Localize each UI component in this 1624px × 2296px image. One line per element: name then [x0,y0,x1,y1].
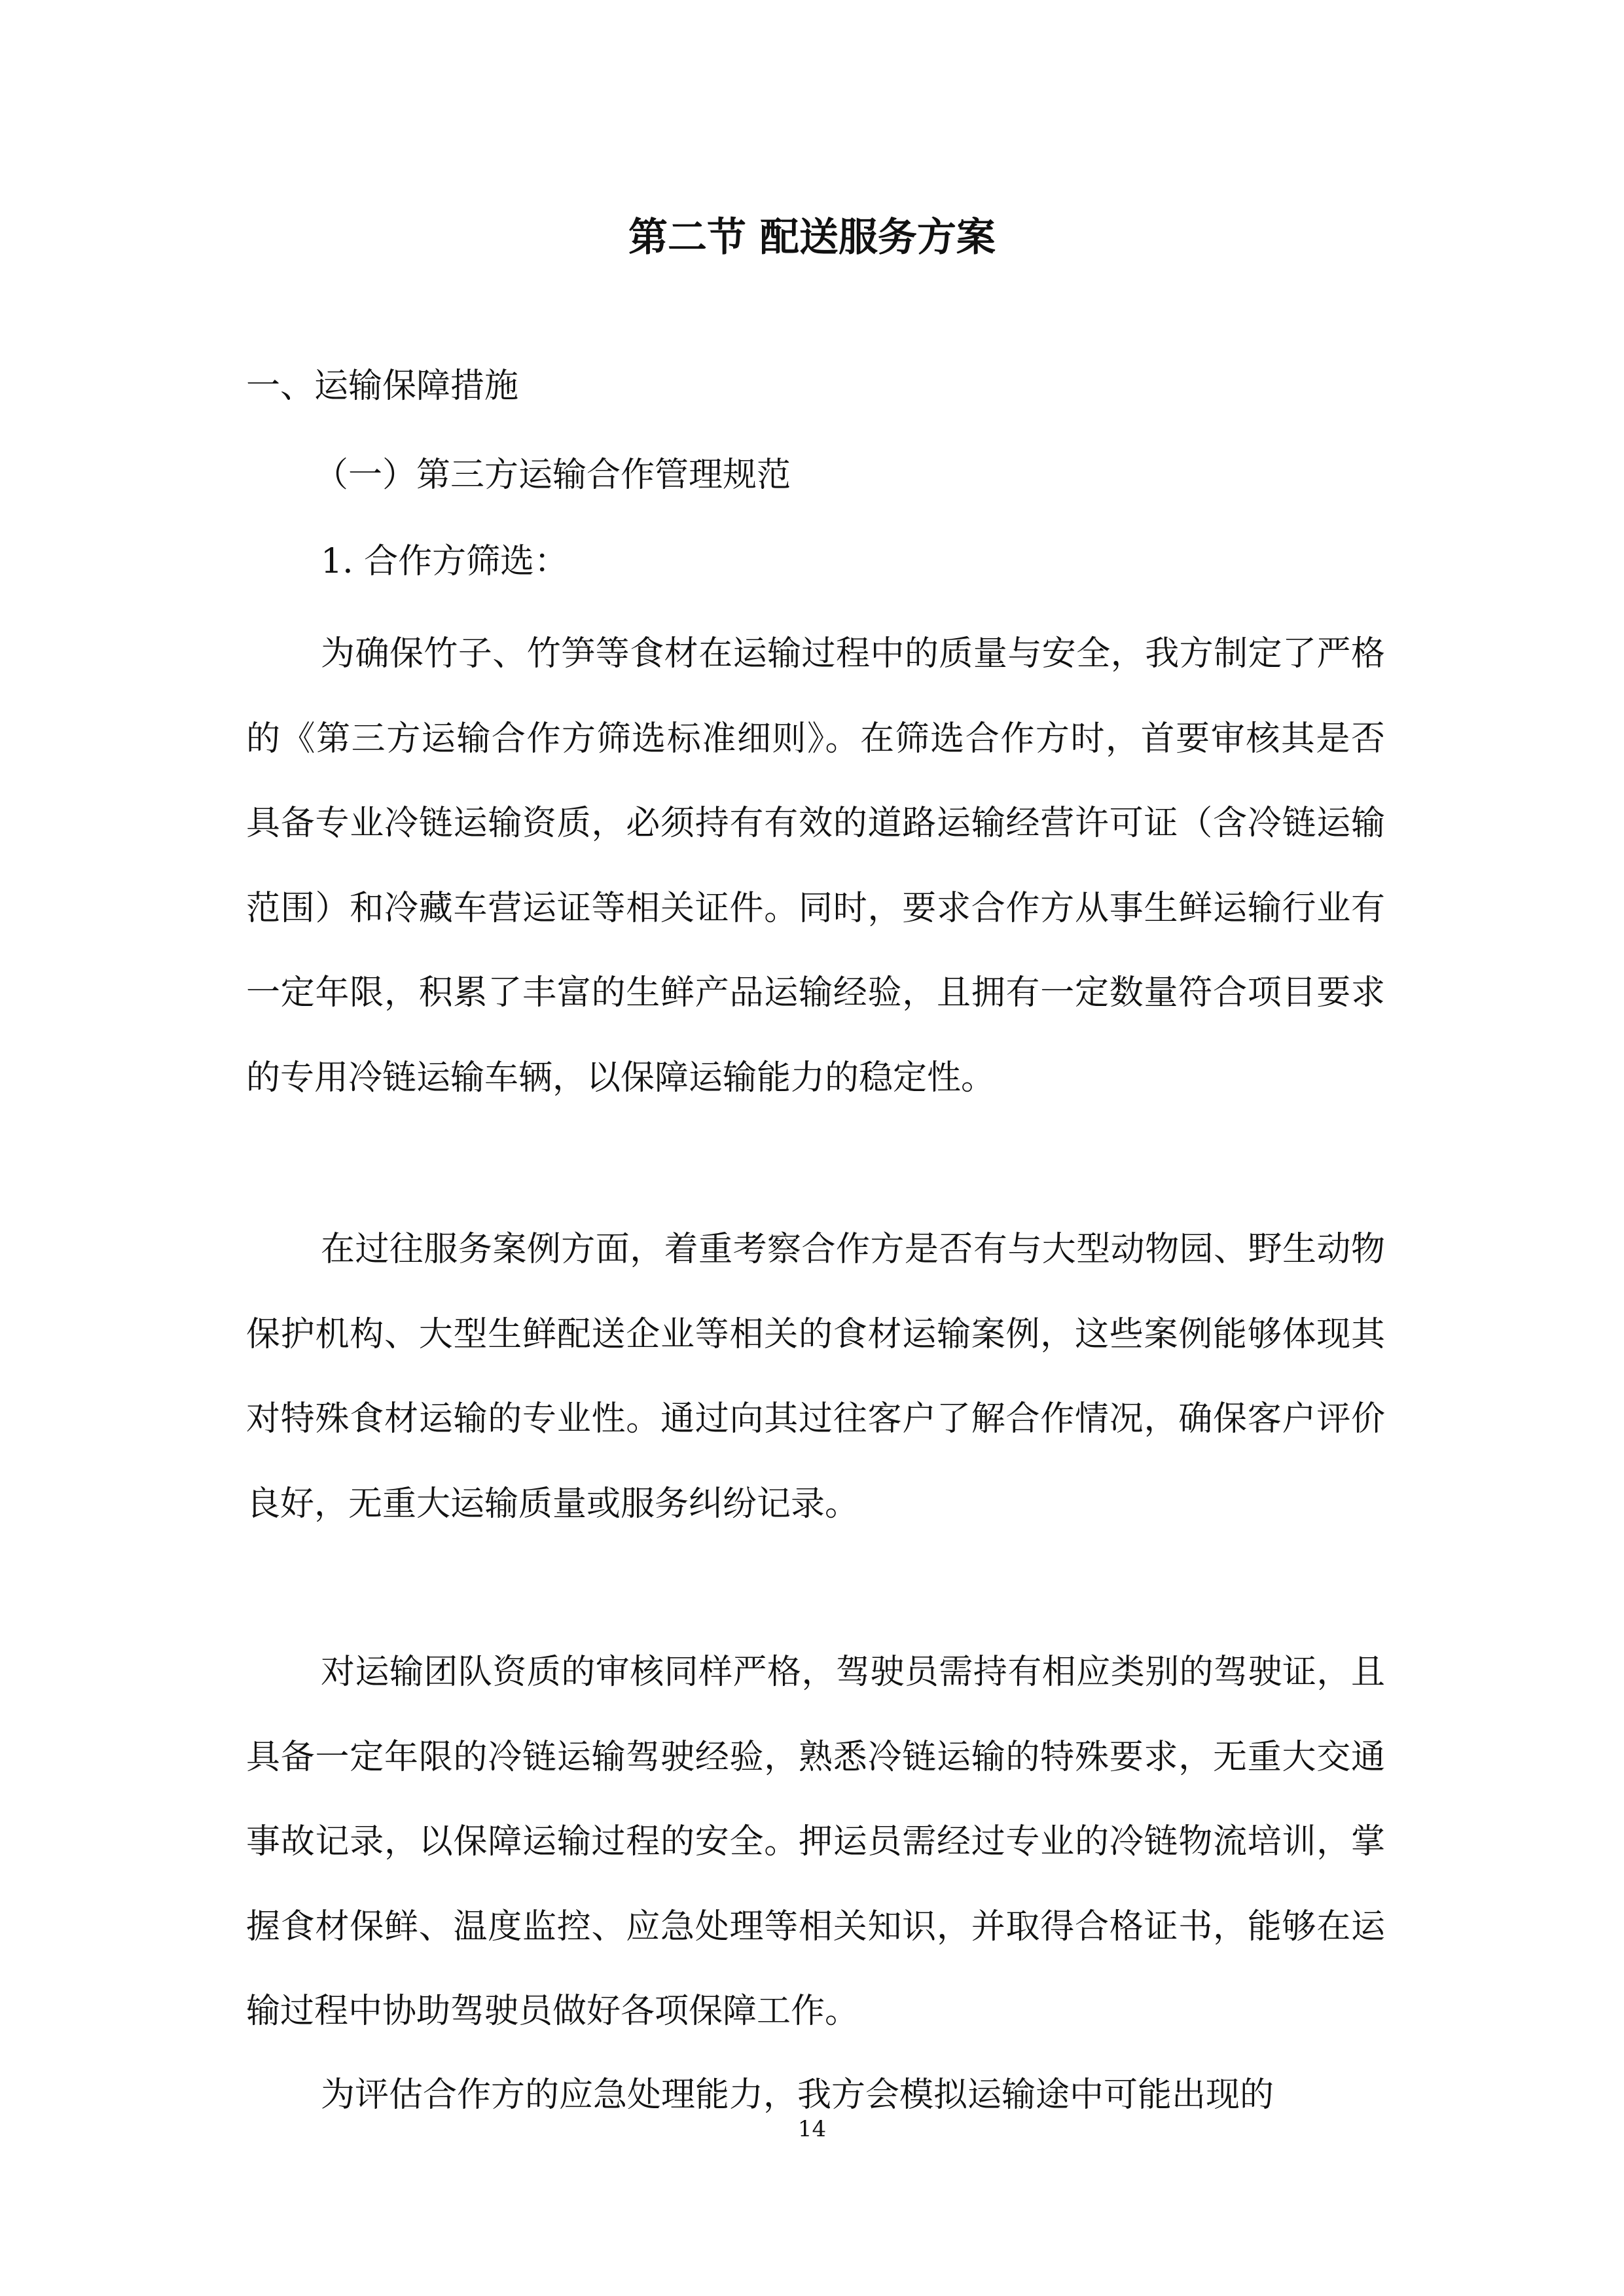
body-paragraph-1: 为确保竹子、竹笋等食材在运输过程中的质量与安全，我方制定了严格的《第三方运输合作方筛选标准细则》。在筛选合作方时，首要审核其是否具备专业冷链运输资质，必须持有有效的道路运输经营许可证（含冷链运输范围）和冷藏车营运证等相关证件。同时，要求合作方从事生鲜运输行业有一定年限，积累了丰富的生鲜产品运输经验，且拥有一定数量符合项目要求的专用冷链运输车辆，以保障运输能力的稳定性。 [246,634,1385,1098]
item-heading: 1. 合作方筛选： [321,542,569,581]
body-paragraph-2: 在过往服务案例方面，着重考察合作方是否有与大型动物园、野生动物保护机构、大型生鲜配送企业等相关的食材运输案例，这些案例能够体现其对特殊食材运输的专业性。通过向其过往客户了解合作情况，确保客户评价良好，无重大运输质量或服务纠纷记录。 [246,1230,1385,1524]
section-heading: 一、运输保障措施 [246,367,519,406]
page-number: 14 [797,2116,827,2142]
body-paragraph-3: 对运输团队资质的审核同样严格，驾驶员需持有相应类别的驾驶证，且具备一定年限的冷链运输驾驶经验，熟悉冷链运输的特殊要求，无重大交通事故记录，以保障运输过程的安全。押运员需经过专业的冷链物流培训，掌握食材保鲜、温度监控、应急处理等相关知识，并取得合格证书，能够在运输过程中协助驾驶员做好各项保障工作。 [246,1653,1385,2031]
subsection-heading: （一）第三方运输合作管理规范 [314,456,791,495]
page-title: 第二节 配送服务方案 [628,215,996,260]
body-paragraph-4: 为评估合作方的应急处理能力，我方会模拟运输途中可能出现的 [321,2075,1274,2115]
